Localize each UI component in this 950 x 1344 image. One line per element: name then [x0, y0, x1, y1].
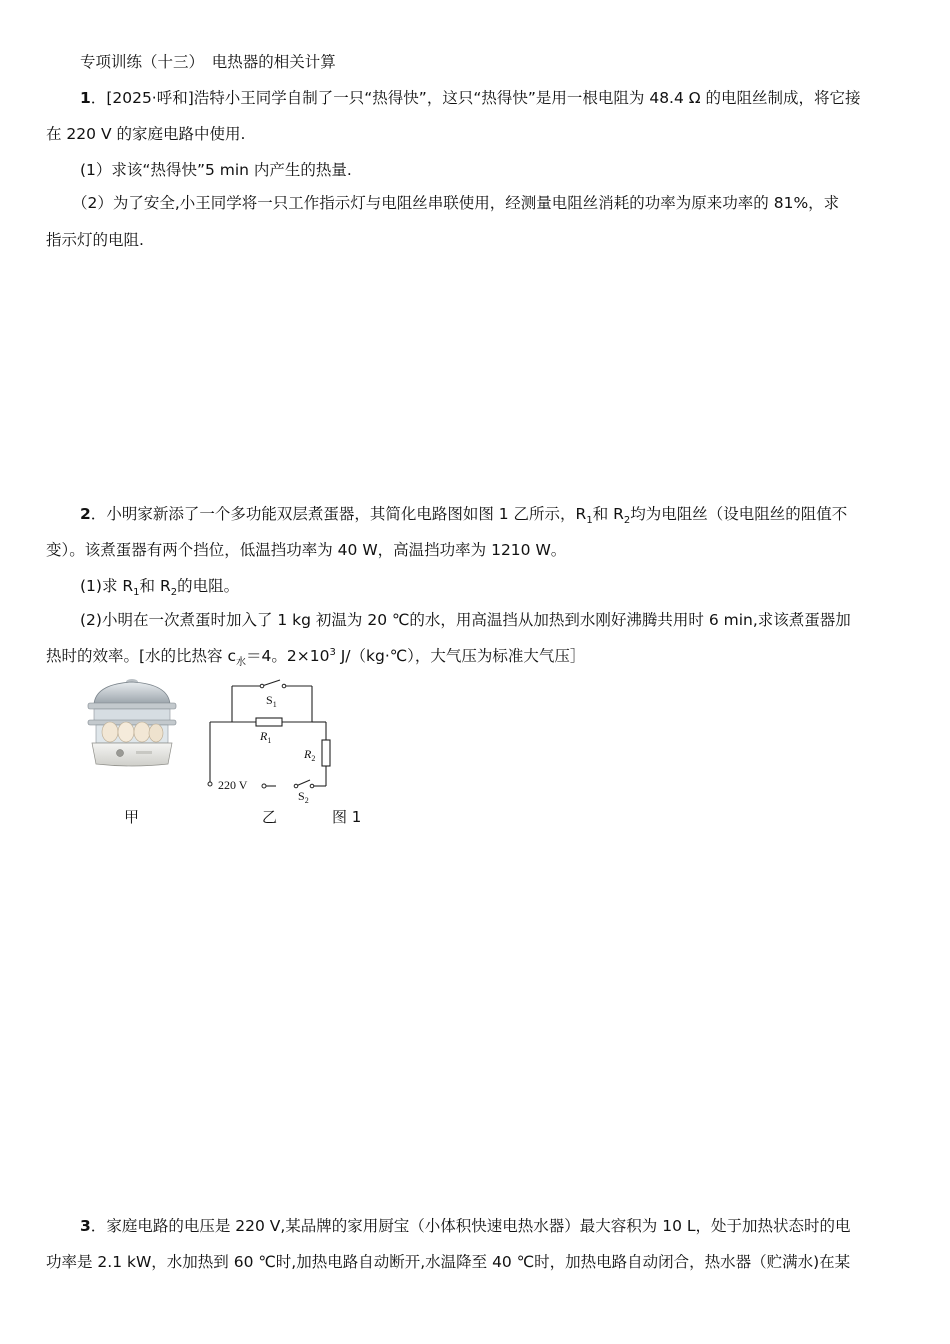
q2-text-b: 和 R [592, 505, 624, 523]
question-3-line-2: 功率是 2.1 kW，水加热到 60 ℃时,加热电路自动断开,水温降至 40 ℃时，加热电路自动闭合，热水器（贮满水)在某 [46, 1253, 851, 1271]
figure-label-jia: 甲 [124, 808, 140, 826]
q2-p1-c: 的电阻。 [177, 577, 240, 595]
q2-sub-2: 2 [623, 515, 631, 527]
q2-p2-sub: 水 [236, 657, 246, 669]
question-2-line-2: 变）。该煮蛋器有两个挡位，低温挡功率为 40 W，高温挡功率为 1210 W。 [46, 541, 567, 559]
q2-text-a: 小明家新添了一个多功能双层煮蛋器，其简化电路图如图 1 乙所示，R [106, 505, 587, 523]
question-1-text-1: [2025·呼和]浩特小王同学自制了一只“热得快”，这只“热得快”是用一根电阻为 48.4 Ω 的电阻丝制成，将它接 [106, 89, 861, 107]
voltage-label: 220 V [218, 778, 248, 792]
q2-p1-a: (1)求 R [80, 577, 134, 595]
q2-p1-b: 和 R [139, 577, 171, 595]
figure-caption: 图 1 [332, 808, 362, 826]
question-2-line-1: 2．小明家新添了一个多功能双层煮蛋器，其简化电路图如图 1 乙所示，$R_1$和 $R_2$均为电阻丝（设电阻丝的阻值不 [80, 505, 848, 527]
resistor-r2-label: $R_2$ [304, 747, 316, 763]
question-1-part-1: (1）求该“热得快”5 min 内产生的热量. [80, 161, 352, 179]
question-1-line-2: 在 220 V 的家庭电路中使用. [46, 125, 246, 143]
question-1-part-2a: （2）为了安全,小王同学将一只工作指示灯与电阻丝串联使用，经测量电阻丝消耗的功率为原来功率的 81%，求 [72, 194, 840, 212]
switch-s2-label: $S_2$ [298, 789, 309, 805]
question-2-part-2b [46, 646, 586, 669]
q2-p2-b: ＝4。2×10 [246, 647, 330, 665]
circuit-diagram [200, 676, 350, 806]
q2-p2-sup: 3 [329, 646, 336, 658]
q2-p2-a: 热时的效率。[水的比热容 c [46, 647, 236, 665]
question-1-number: 1 [80, 89, 91, 107]
q2-p1-sub-1: 1 [133, 587, 140, 599]
switch-s1-label: $S_1$ [266, 693, 277, 709]
q2-text-c: 均为电阻丝（设电阻丝的阻值不 [630, 505, 848, 523]
q2-sub-1: 1 [586, 515, 593, 527]
q2-p2-c: J/（kg·℃），大气压为标准大气压］ [335, 647, 586, 665]
page-title: 专项训练（十三） 电热器的相关计算 [80, 53, 336, 71]
question-3-text-1: 家庭电路的电压是 220 V,某品牌的家用厨宝（小体积快速电热水器）最大容积为 10 L，处于加热状态时的电 [106, 1217, 851, 1235]
question-1-part-2b: 指示灯的电阻. [46, 231, 144, 249]
question-2-number: 2 [80, 505, 91, 523]
question-3-number: 3 [80, 1217, 91, 1235]
question-2-part-1 [80, 576, 240, 599]
question-2-part-2a: (2)小明在一次煮蛋时加入了 1 kg 初温为 20 ℃的水，用高温挡从加热到水刚好沸腾共用时 6 min,求该煮蛋器加 [80, 611, 851, 629]
q2-p1-sub-2: 2 [170, 587, 178, 599]
figure-label-yi: 乙 [262, 808, 278, 826]
resistor-r1-label: $R_1$ [260, 729, 272, 745]
question-1-line-1: 1．[2025·呼和]浩特小王同学自制了一只“热得快”，这只“热得快”是用一根电阻为 48.4 Ω 的电阻丝制成，将它接 [80, 89, 861, 107]
question-3-line-1: 3．家庭电路的电压是 220 V,某品牌的家用厨宝（小体积快速电热水器）最大容积为 10 L，处于加热状态时的电 [80, 1217, 851, 1235]
egg-cooker-image [78, 676, 186, 768]
